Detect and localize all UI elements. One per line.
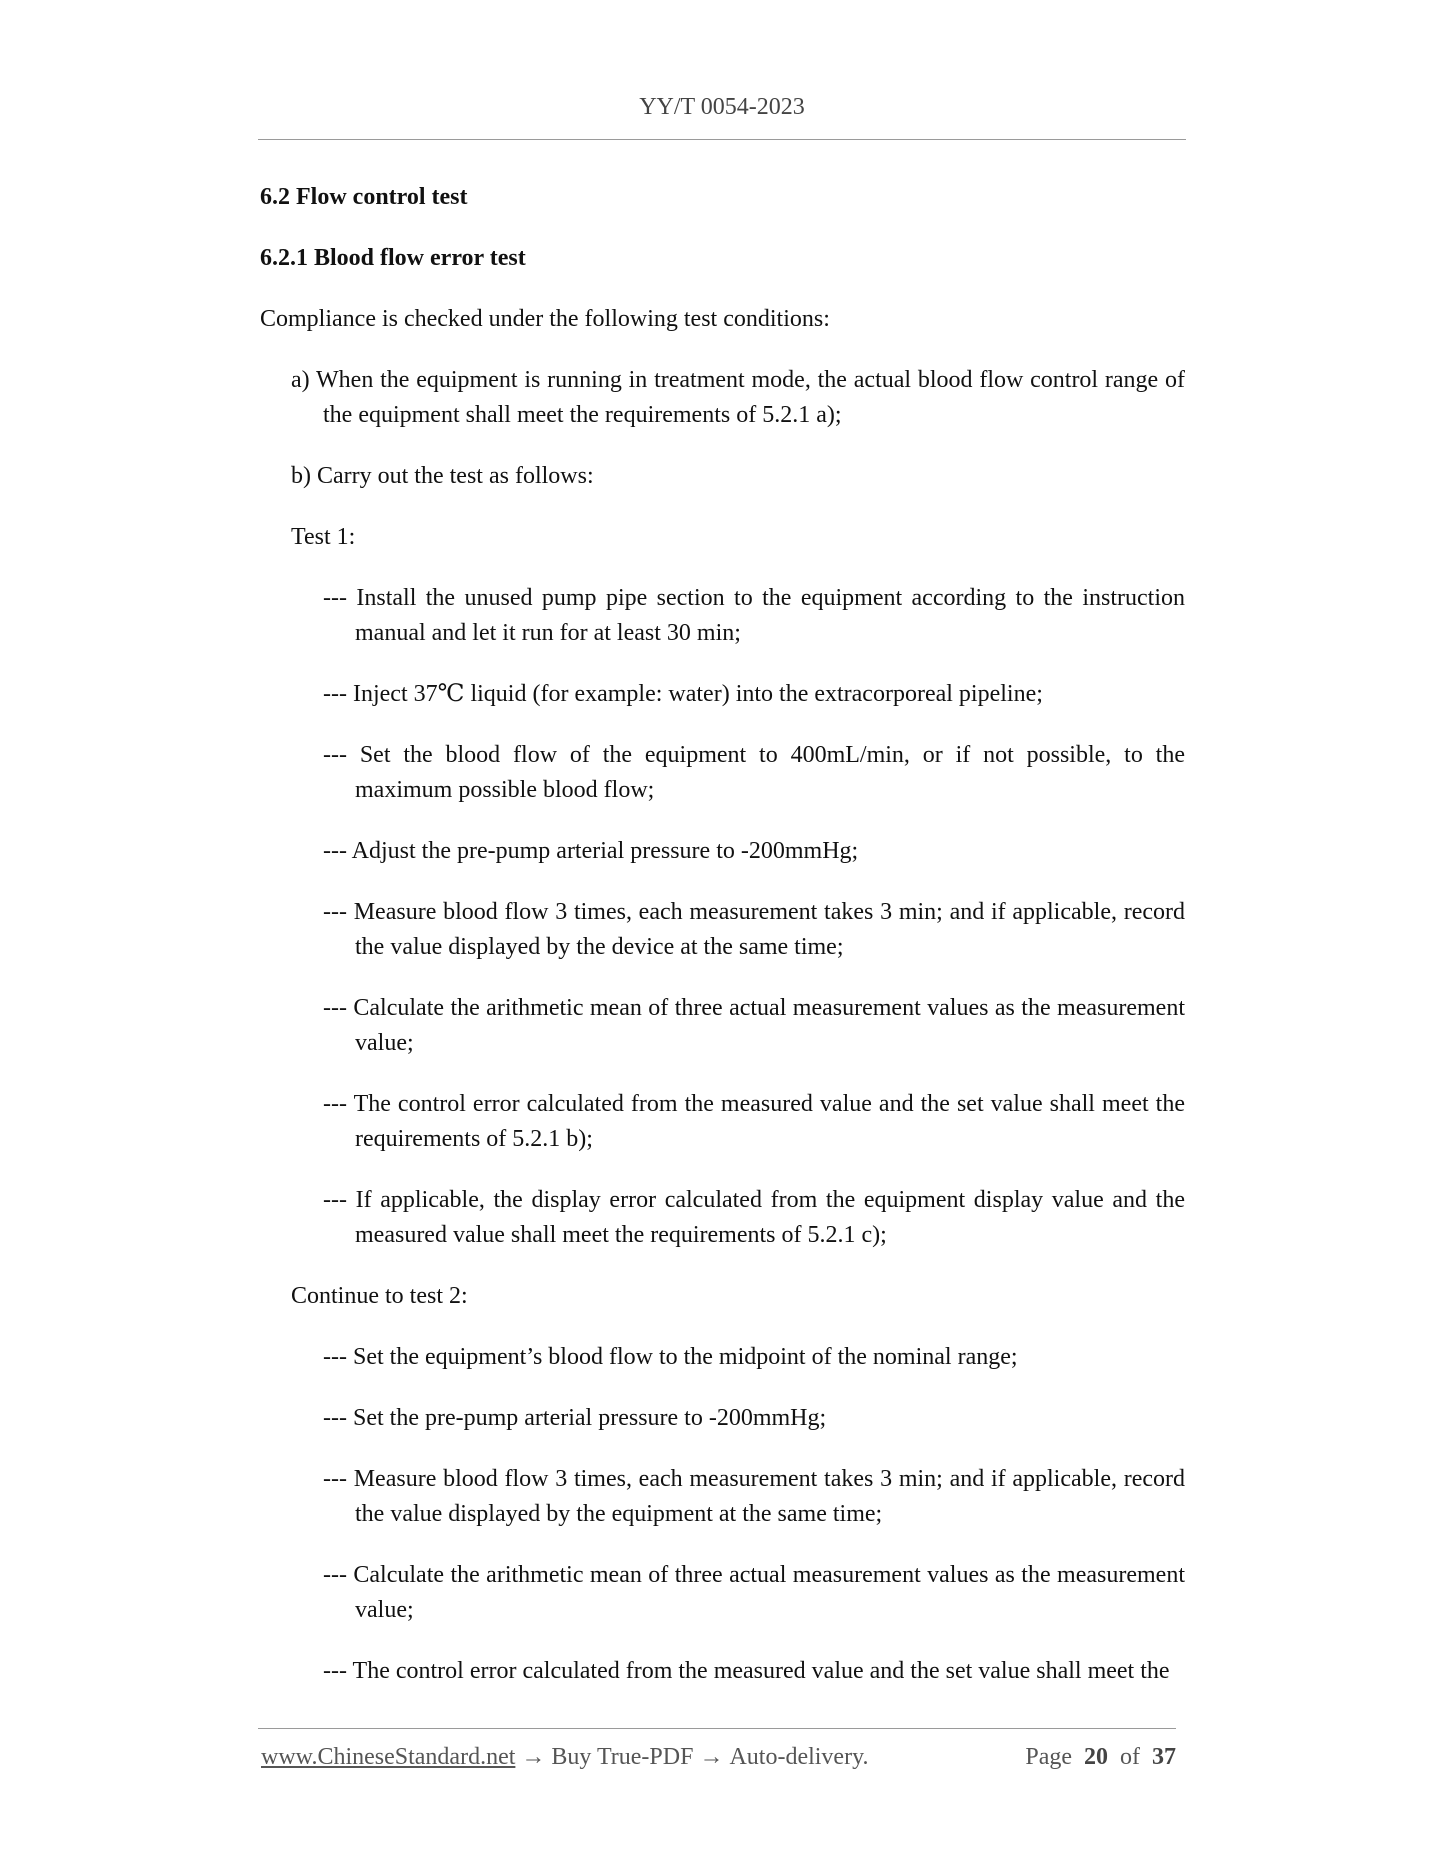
test1-step: --- Inject 37℃ liquid (for example: water) into the extracorporeal pipeline; [323,681,1043,707]
document-body [260,180,1185,1715]
page-word: Page [1025,1744,1072,1770]
arrow-right-icon: → [521,1744,546,1770]
test1-step-list [260,581,1185,1253]
test1-step: --- If applicable, the display error calculated from the equipment display value and the measured value shall meet the requirements of 5.2.1 c); [323,1187,1185,1248]
test2-label: Continue to test 2: [291,1283,468,1309]
condition-item-a: a) When the equipment is running in treatment mode, the actual blood flow control range of the equipment shall meet the requirements of 5.2.1 a); [291,367,1185,428]
current-page-number: 20 [1084,1744,1108,1770]
test1-step: --- Calculate the arithmetic mean of three actual measurement values as the measurement value; [323,995,1185,1056]
arrow-right-icon: → [699,1744,724,1770]
test2-step: --- Set the pre-pump arterial pressure to -200mmHg; [323,1405,827,1431]
page-footer [261,1744,1176,1771]
test2-step: --- Set the equipment’s blood flow to the midpoint of the nominal range; [323,1344,1018,1370]
test1-step: --- Install the unused pump pipe section to the equipment according to the instruction manual and let it run for at least 30 min; [323,585,1185,646]
total-pages-number: 37 [1152,1744,1176,1770]
test2-step: --- Measure blood flow 3 times, each measurement takes 3 min; and if applicable, record the value displayed by the equipment at the same time; [323,1466,1185,1527]
buy-pdf-text: Buy True-PDF [551,1744,694,1770]
test2-step-list [260,1340,1185,1689]
header-divider [258,139,1186,140]
auto-delivery-text: Auto-delivery. [729,1744,869,1770]
footer-divider [258,1728,1176,1729]
condition-item-b: b) Carry out the test as follows: [291,463,594,489]
test1-label: Test 1: [291,524,356,550]
test1-step: --- Adjust the pre-pump arterial pressure to -200mmHg; [323,838,859,864]
footer-promo [261,1744,869,1770]
website-link[interactable]: www.ChineseStandard.net [261,1744,516,1770]
test2-step: --- The control error calculated from the measured value and the set value shall meet the [323,1658,1170,1684]
test1-step: --- Set the blood flow of the equipment to 400mL/min, or if not possible, to the maximum possible blood flow; [323,742,1185,803]
test1-step: --- The control error calculated from the measured value and the set value shall meet the requirements of 5.2.1 b); [323,1091,1185,1152]
of-word: of [1120,1744,1140,1770]
test1-step: --- Measure blood flow 3 times, each measurement takes 3 min; and if applicable, record the value displayed by the device at the same time; [323,899,1185,960]
intro-paragraph: Compliance is checked under the following test conditions: [260,306,830,332]
section-heading: 6.2 Flow control test [260,184,468,210]
page-indicator [1025,1744,1176,1771]
subsection-heading: 6.2.1 Blood flow error test [260,245,526,271]
test2-step: --- Calculate the arithmetic mean of three actual measurement values as the measurement value; [323,1562,1185,1623]
page-header-standard-code: YY/T 0054-2023 [639,94,805,120]
